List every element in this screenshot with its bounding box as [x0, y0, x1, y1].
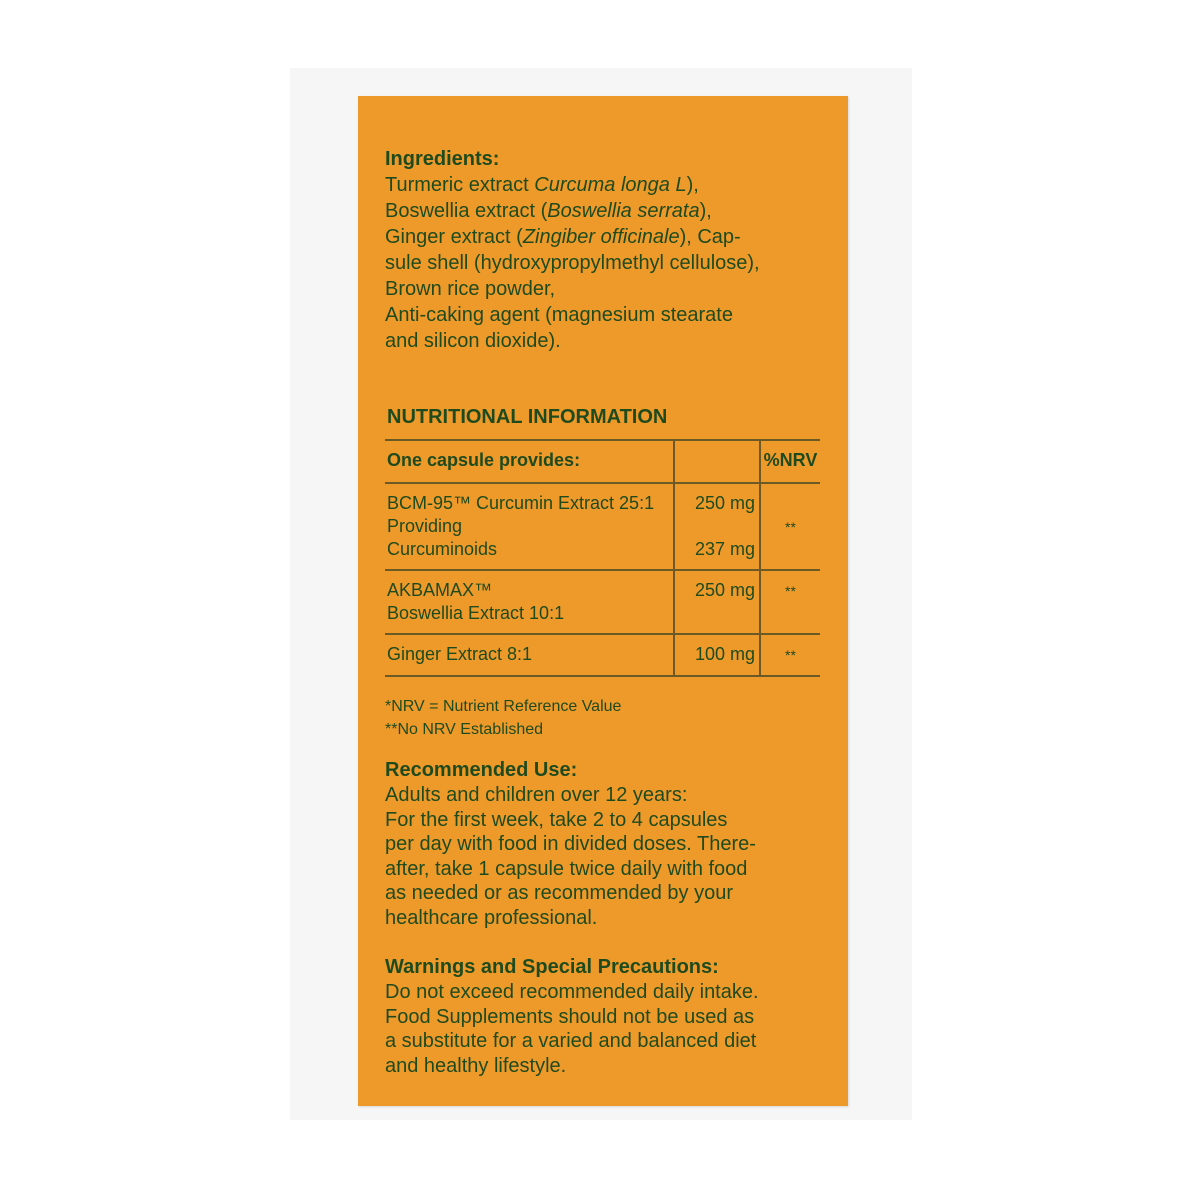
ingredient-line — [385, 224, 825, 250]
row-name-line: AKBAMAX™ — [387, 580, 493, 600]
warnings-heading: Warnings and Special Precautions: — [385, 956, 719, 978]
row-amount: 100 mg — [674, 634, 760, 676]
ingredient-text: Boswellia extract ( — [385, 200, 548, 222]
ingredient-text: sule shell (hydroxypropylmethyl cellulose), — [385, 252, 760, 274]
ingredient-line — [385, 198, 825, 224]
ingredient-text: ), Cap- — [679, 226, 741, 248]
row-name-line: BCM-95™ Curcumin Extract 25:1 — [387, 493, 655, 513]
text-line: after, take 1 capsule twice daily with food — [385, 857, 748, 880]
ingredient-text: Brown rice powder, — [385, 278, 556, 300]
ingredient-line — [385, 302, 825, 328]
nrv-value: ** — [785, 518, 796, 535]
ingredient-line — [385, 250, 825, 276]
ingredients-heading: Ingredients: — [385, 148, 500, 170]
ingredient-line — [385, 328, 825, 354]
latin-name: Curcuma longa L — [534, 174, 687, 196]
row-name-line: Curcuminoids — [387, 539, 498, 559]
footnote-no-nrv: **No NRV Established — [385, 721, 544, 738]
recommended-use-heading: Recommended Use: — [385, 759, 578, 781]
ingredient-text: Ginger extract ( — [385, 226, 523, 248]
footnotes — [385, 695, 825, 741]
ingredient-text: Anti-caking agent (magnesium stearate — [385, 304, 733, 326]
nutritional-info-title: NUTRITIONAL INFORMATION — [387, 406, 668, 428]
latin-name: Boswellia serrata — [547, 200, 700, 222]
text-line: Food Supplements should not be used as — [385, 1005, 755, 1028]
row-name-line: Boswellia Extract 10:1 — [387, 603, 565, 623]
ingredient-line — [385, 276, 825, 302]
ingredients-text — [385, 172, 825, 354]
latin-name: Zingiber officinale — [522, 226, 680, 248]
warnings-section — [385, 954, 825, 1078]
text-line: and healthy lifestyle. — [385, 1054, 567, 1077]
warnings-text — [385, 980, 825, 1078]
ingredient-text: Turmeric extract — [385, 174, 535, 196]
header-amount — [674, 440, 760, 483]
ingredient-text: ), — [699, 200, 712, 222]
amount-value: 237 mg — [694, 539, 755, 559]
table-header-row — [385, 440, 820, 483]
row-amount — [674, 483, 760, 570]
recommended-use-section — [385, 757, 825, 930]
row-amount: 250 mg — [674, 570, 760, 634]
row-nrv — [760, 570, 820, 634]
footnote-nrv: *NRV = Nutrient Reference Value — [385, 698, 622, 715]
text-line: per day with food in divided doses. There- — [385, 833, 756, 855]
header-name: One capsule provides: — [387, 450, 581, 470]
table-row — [385, 570, 820, 634]
ingredient-line — [385, 172, 825, 198]
ingredient-text: ), — [686, 174, 699, 196]
text-line: Do not exceed recommended daily intake. — [385, 981, 759, 1003]
row-nrv — [760, 634, 820, 676]
ingredients-section — [385, 146, 825, 354]
text-line: For the first week, take 2 to 4 capsules — [385, 808, 728, 831]
table-row — [385, 634, 820, 676]
label-content — [385, 146, 825, 1078]
nrv-value: ** — [785, 583, 796, 599]
header-nrv: %NRV — [760, 440, 820, 483]
row-name-line: Providing — [387, 516, 463, 536]
text-line: a substitute for a varied and balanced diet — [385, 1030, 757, 1052]
text-line: Adults and children over 12 years: — [385, 784, 688, 806]
table-row — [385, 483, 820, 570]
row-name — [385, 570, 674, 634]
row-name: Ginger Extract 8:1 — [387, 644, 533, 664]
ingredient-text: and silicon dioxide). — [385, 330, 561, 352]
text-line: healthcare professional. — [385, 906, 598, 929]
nutrition-table — [385, 439, 820, 677]
nrv-value: ** — [785, 647, 796, 663]
text-line: as needed or as recommended by your — [385, 882, 733, 904]
row-name — [385, 483, 674, 570]
amount-value: 250 mg — [694, 493, 755, 513]
row-nrv — [760, 483, 820, 570]
recommended-use-text — [385, 783, 825, 930]
